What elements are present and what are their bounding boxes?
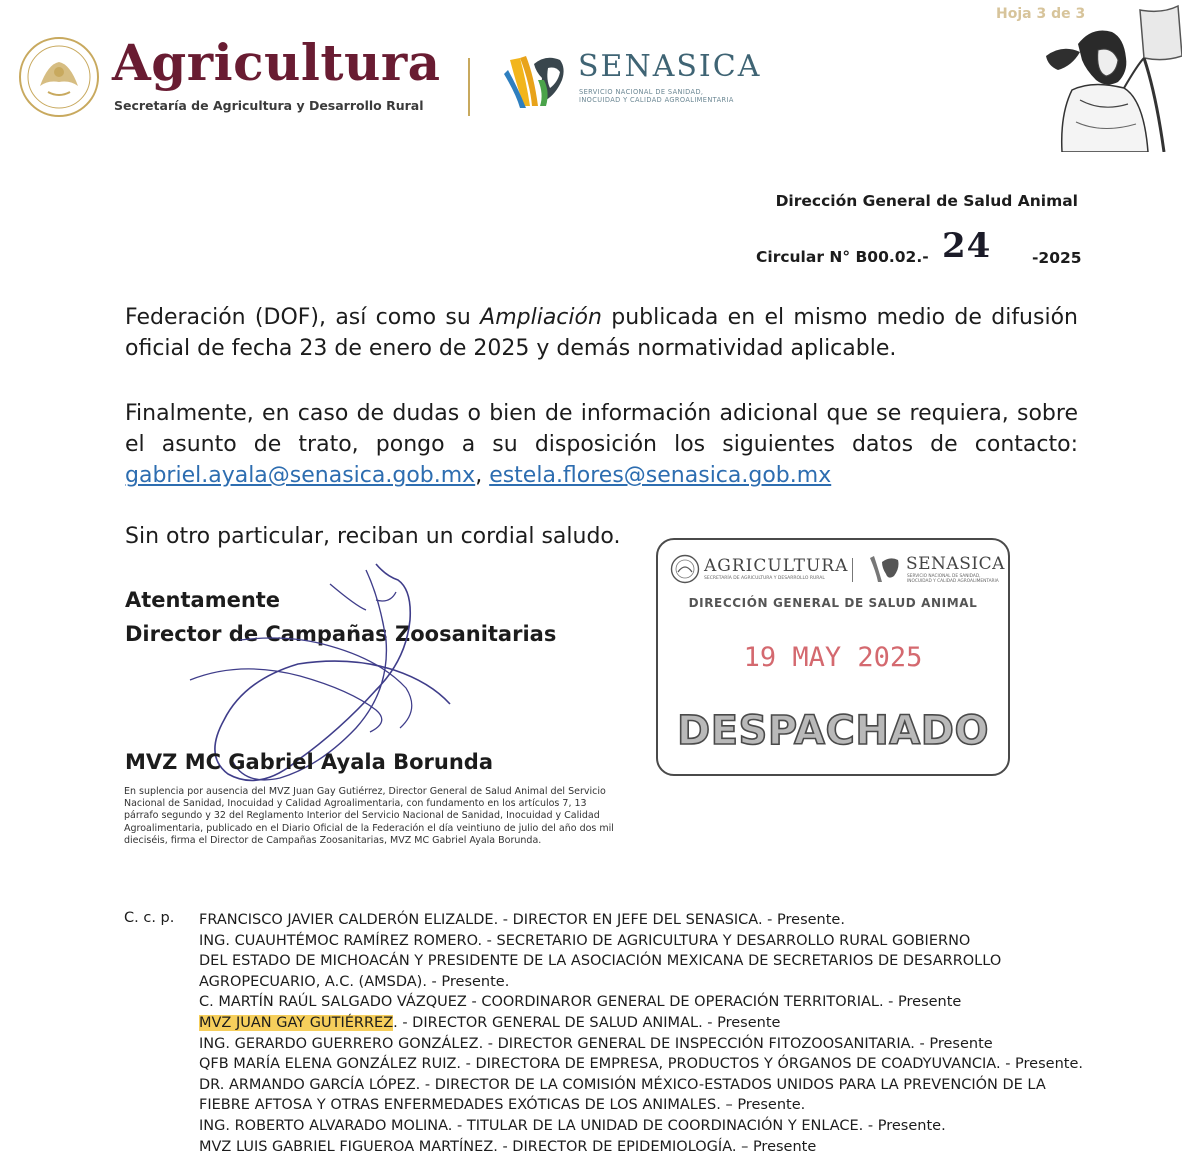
heroine-flag-illustration-icon (1032, 4, 1182, 152)
page-number: Hoja 3 de 3 (996, 6, 1086, 22)
ccp-line: AGROPECUARIO, A.C. (AMSDA). - Presente. (199, 973, 510, 990)
agricultura-logo-text: Agricultura (112, 33, 441, 92)
body-paragraph-2 (125, 398, 1078, 491)
email-link-estela[interactable]: estela.flores@senasica.gob.mx (489, 463, 832, 488)
stamp-date: 19 MAY 2025 (743, 642, 923, 673)
signer-role: Director de Campañas Zoosanitarias (125, 622, 557, 646)
department-title: Dirección General de Salud Animal (775, 192, 1078, 210)
mexican-seal-icon (18, 36, 100, 118)
senasica-logo-icon (500, 50, 570, 110)
stamp-status: DESPACHADO (677, 708, 989, 754)
stamp-seal-icon (670, 554, 700, 584)
stamp-senasica-subtitle (907, 574, 999, 584)
ccp-list (199, 910, 1119, 1157)
ccp-line: MVZ LUIS GABRIEL FIGUEROA MARTÍNEZ. - DIRECTOR DE EPIDEMIOLOGÍA. – Presente (199, 1138, 817, 1155)
circular-label: Circular N° B00.02.- (756, 248, 929, 266)
ccp-line: DEL ESTADO DE MICHOACÁN Y PRESIDENTE DE LA ASOCIACIÓN MEXICANA DE SECRETARIOS DE DESARROLLO (199, 953, 1002, 970)
circular-number: 24 (942, 226, 992, 266)
senasica-logo-text: SENASICA (578, 49, 762, 84)
circular-year: -2025 (1032, 249, 1082, 267)
ccp-line-highlighted (199, 1013, 1119, 1034)
ccp-line: QFB MARÍA ELENA GONZÁLEZ RUIZ. - DIRECTORA DE EMPRESA, PRODUCTOS Y ÓRGANOS DE COADYUVANCIA. - Presente. (199, 1056, 1083, 1073)
paragraph-text: Federación (DOF), así como su (125, 305, 471, 330)
signer-name: MVZ MC Gabriel Ayala Borunda (125, 750, 493, 774)
email-link-gabriel[interactable]: gabriel.ayala@senasica.gob.mx (125, 463, 476, 488)
header-divider (468, 58, 470, 116)
stamp-divider (852, 558, 853, 582)
ccp-line: DR. ARMANDO GARCÍA LÓPEZ. - DIRECTOR DE LA COMISIÓN MÉXICO-ESTADOS UNIDOS PARA LA PREVENCIÓN DE LA (199, 1076, 1046, 1093)
ccp-line: ING. ROBERTO ALVARADO MOLINA. - TITULAR DE LA UNIDAD DE COORDINACIÓN Y ENLACE. - Presente. (199, 1117, 946, 1134)
stamp-subtitle-line: INOCUIDAD Y CALIDAD AGROALIMENTARIA (907, 579, 999, 584)
substitution-note: En suplencia por ausencia del MVZ Juan Gay Gutiérrez, Director General de Salud Animal del Servicio Nacional de Sanidad, Inocuidad y Calidad Agroalimentaria, con fundamento en los artículos 7, 13 párrafo segundo y 32 del Reglamento Interior del Servicio Nacional de Sanidad, Inocuidad y Calidad Agroalimentaria, publicado en el Diario Oficial de la Federación el día veintiuno de julio del año dos mil dieciséis, firma el Director de Campañas Zoosanitarias, MVZ MC Gabriel Ayala Borunda. (124, 786, 614, 846)
stamp-agricultura-subtitle: SECRETARÍA DE AGRICULTURA Y DESARROLLO RURAL (704, 576, 825, 581)
agricultura-subtitle: Secretaría de Agricultura y Desarrollo Rural (114, 98, 424, 113)
ccp-line-text: . - DIRECTOR GENERAL DE SALUD ANIMAL. - Presente (393, 1014, 781, 1031)
senasica-subtitle (579, 88, 734, 104)
paragraph-text: Finalmente, en caso de dudas o bien de información adicional que se requiera, sobre el asunto de trato, pongo a su disposición los siguientes datos de contacto: (125, 401, 1078, 457)
email-separator: , (475, 463, 483, 488)
senasica-subtitle-line: INOCUIDAD Y CALIDAD AGROALIMENTARIA (579, 96, 734, 104)
ccp-line: ING. CUAUHTÉMOC RAMÍREZ ROMERO. - SECRETARIO DE AGRICULTURA Y DESARROLLO RURAL GOBIERNO (199, 932, 971, 949)
stamp-department: DIRECCIÓN GENERAL DE SALUD ANIMAL (688, 596, 978, 610)
dispatch-stamp (656, 538, 1010, 776)
sign-off: Atentamente (125, 588, 281, 612)
ccp-line: ING. GERARDO GUERRERO GONZÁLEZ. - DIRECTOR GENERAL DE INSPECCIÓN FITOZOOSANITARIA. - Presente (199, 1035, 993, 1052)
closing-paragraph: Sin otro particular, reciban un cordial saludo. (125, 524, 621, 549)
stamp-senasica-text: SENASICA (906, 554, 1005, 574)
ccp-line: C. MARTÍN RAÚL SALGADO VÁZQUEZ - COORDINAROR GENERAL DE OPERACIÓN TERRITORIAL. - Presente (199, 994, 962, 1011)
body-paragraph-1 (125, 302, 1078, 364)
stamp-senasica-icon (866, 554, 900, 584)
ccp-label: C. c. p. (124, 910, 175, 926)
highlighted-name: MVZ JUAN GAY GUTIÉRREZ (199, 1014, 394, 1031)
paragraph-text: publicada en el mismo medio de difusión oficial de fecha 23 de enero de 2025 y demás normatividad aplicable. (125, 305, 1078, 361)
stamp-subtitle-line: SERVICIO NACIONAL DE SANIDAD, (907, 574, 981, 579)
ccp-line: FIEBRE AFTOSA Y OTRAS ENFERMEDADES EXÓTICAS DE LOS ANIMALES. – Presente. (199, 1097, 806, 1114)
senasica-subtitle-line: SERVICIO NACIONAL DE SANIDAD, (579, 88, 704, 96)
stamp-agricultura-text: AGRICULTURA (704, 556, 849, 576)
ccp-line: FRANCISCO JAVIER CALDERÓN ELIZALDE. - DIRECTOR EN JEFE DEL SENASICA. - Presente. (199, 912, 845, 928)
paragraph-emphasis: Ampliación (480, 305, 602, 330)
